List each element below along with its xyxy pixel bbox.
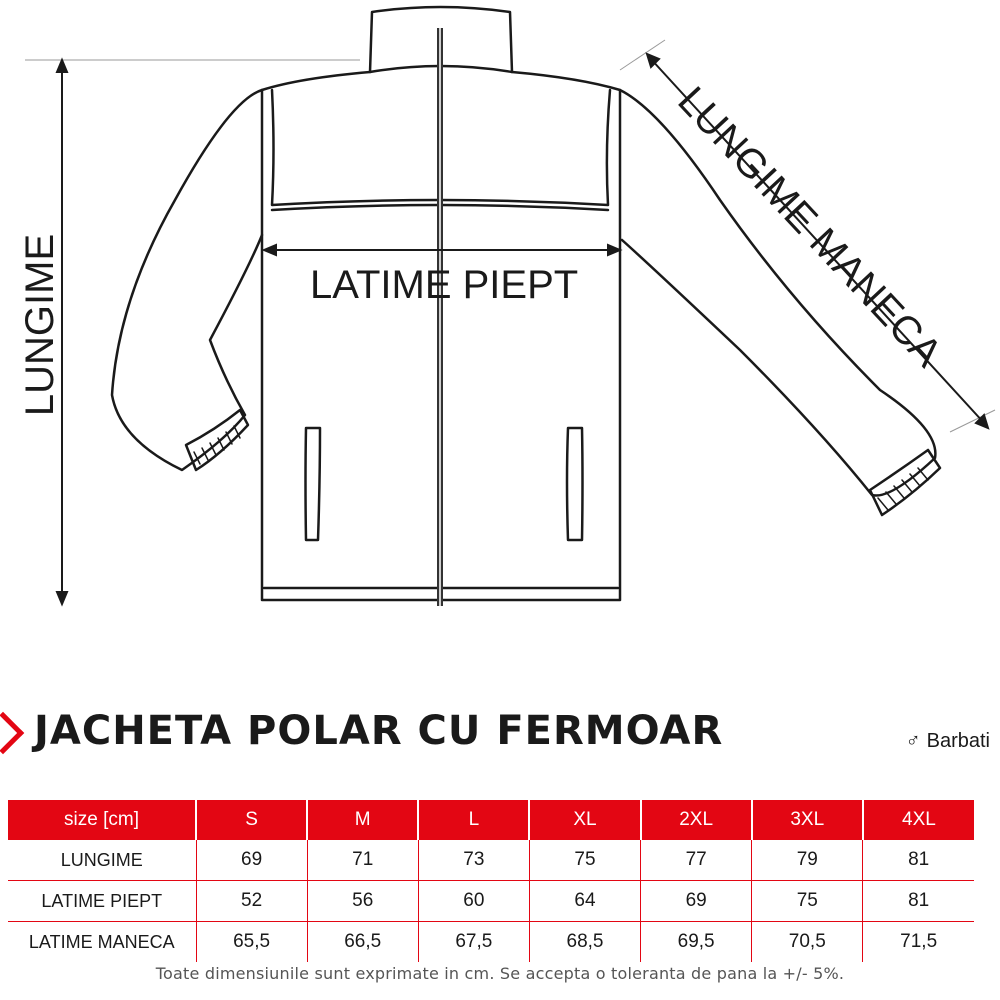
table-cell: 69 (641, 881, 752, 922)
table-cell: 64 (529, 881, 640, 922)
gender-label: Barbati (926, 730, 990, 752)
sleeve-length-label: LUNGIME MANECA (669, 78, 951, 376)
table-cell: 75 (529, 840, 640, 881)
size-header-cell: size [cm] (8, 800, 196, 840)
row-label: LUNGIME (8, 840, 196, 881)
size-column-3xl: 3XL (752, 800, 863, 840)
size-column-xl: XL (529, 800, 640, 840)
table-cell: 56 (307, 881, 418, 922)
table-cell: 65,5 (196, 922, 307, 963)
table-cell: 69 (196, 840, 307, 881)
chevron-right-icon (0, 712, 24, 754)
product-title: JACHETA POLAR CU FERMOAR (34, 708, 724, 754)
chest-width-label: LATIME PIEPT (310, 263, 579, 307)
table-row-sleeve-width (8, 922, 974, 963)
footnote: Toate dimensiunile sunt exprimate in cm. Se accepta o toleranta de pana la +/- 5%. (155, 964, 845, 983)
table-cell: 71 (307, 840, 418, 881)
table-cell: 77 (641, 840, 752, 881)
table-cell: 69,5 (641, 922, 752, 963)
title-row (0, 708, 1000, 760)
table-cell: 68,5 (529, 922, 640, 963)
size-column-m: M (307, 800, 418, 840)
table-cell: 66,5 (307, 922, 418, 963)
size-column-4xl: 4XL (863, 800, 974, 840)
size-column-l: L (418, 800, 529, 840)
table-cell: 79 (752, 840, 863, 881)
table-cell: 60 (418, 881, 529, 922)
gender-indicator (906, 730, 990, 753)
table-cell: 73 (418, 840, 529, 881)
table-cell: 71,5 (900, 931, 938, 952)
table-row-chest-width (8, 881, 974, 922)
size-table-header (8, 800, 974, 840)
row-label: LATIME MANECA (8, 922, 196, 963)
size-column-2xl: 2XL (641, 800, 752, 840)
table-cell: 67,5 (418, 922, 529, 963)
table-cell: 70,5 (752, 922, 863, 963)
table-cell: 81 (863, 840, 974, 881)
size-table (8, 800, 974, 962)
table-cell: 75 (752, 881, 863, 922)
length-label: LUNGIME (18, 233, 62, 417)
table-cell: 81 (863, 881, 974, 922)
size-column-s: S (196, 800, 307, 840)
table-cell: 52 (196, 881, 307, 922)
male-symbol-icon: ♂ (905, 730, 921, 752)
table-row-length (8, 840, 974, 881)
row-label: LATIME PIEPT (8, 881, 196, 922)
length-dimension-arrow (25, 60, 360, 604)
